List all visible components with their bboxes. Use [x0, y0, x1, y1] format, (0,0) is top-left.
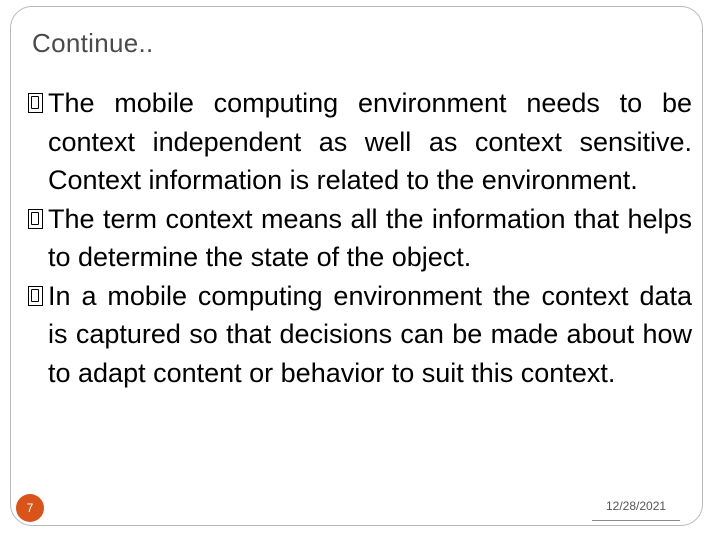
slide-title: Continue.. — [32, 28, 154, 58]
bullet-text: In a mobile computing environment the context data is captured so that decisions can be made about how to adapt content or behavior to suit this context. — [48, 280, 692, 388]
bullet-item — [24, 277, 692, 393]
bullet-item — [24, 84, 692, 200]
bullet-item — [24, 200, 692, 277]
page-number-badge: 7 — [16, 494, 44, 522]
slide-date: 12/28/2021 — [606, 499, 667, 513]
bullet-list — [24, 84, 692, 392]
bullet-text: The term context means all the information that helps to determine the state of the object. — [48, 203, 692, 272]
box-bullet-icon — [28, 93, 43, 113]
bullet-text: The mobile computing environment needs to be context independent as well as context sensitive. Context information is related to the environment. — [48, 88, 692, 195]
box-bullet-icon — [28, 286, 43, 306]
box-bullet-icon — [28, 209, 43, 229]
date-underline — [592, 520, 680, 521]
